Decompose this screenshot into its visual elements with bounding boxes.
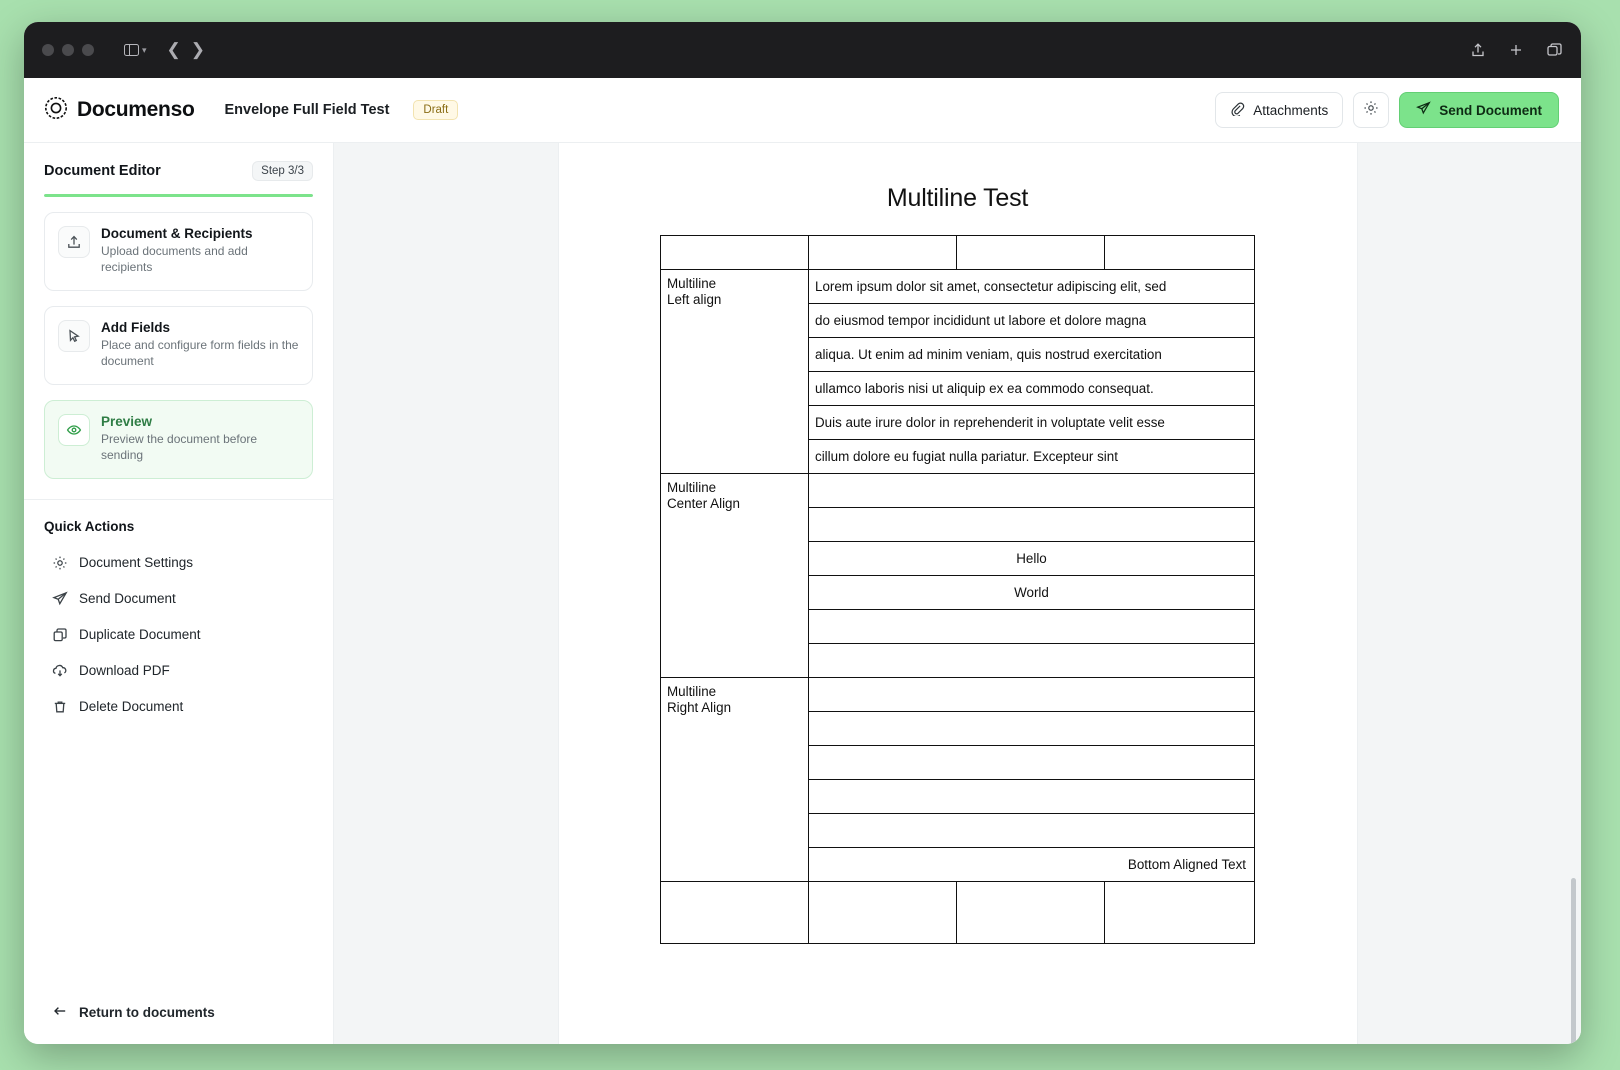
quick-actions-list [44,547,313,723]
multiline-right-line-2 [809,712,1255,746]
app-header [24,78,1581,143]
vertical-scrollbar[interactable] [1571,878,1576,1044]
multiline-left-line-4: ullamco laboris nisi ut aliquip ex ea commodo consequat. [809,372,1255,406]
sidebar-item-preview[interactable] [44,400,313,479]
document-heading: Multiline Test [886,184,1029,212]
send-document-label: Send Document [1439,102,1542,118]
send-document-button[interactable] [1399,92,1559,128]
label-line-1: Multiline [667,276,717,291]
return-to-documents-button[interactable] [52,1003,313,1022]
multiline-right-line-5 [809,814,1255,848]
multiline-right-line-4 [809,780,1255,814]
table-row [661,678,1255,712]
multiline-right-line-1 [809,678,1255,712]
cursor-icon [58,320,90,352]
forward-button[interactable]: ❯ [190,40,206,59]
quick-action-document-settings[interactable] [44,547,313,579]
upload-icon [58,226,90,258]
quick-action-delete-document[interactable] [44,691,313,723]
quick-action-label: Delete Document [79,699,184,715]
status-badge: Draft [413,100,458,120]
attachments-button[interactable] [1215,92,1343,128]
attachments-label: Attachments [1253,102,1329,118]
label-line-1: Multiline [667,684,717,699]
multiline-left-line-6: cillum dolore eu fugiat nulla pariatur. Excepteur sint [809,440,1255,474]
maximize-window-button[interactable] [82,44,94,56]
multiline-right-line-6: Bottom Aligned Text [809,848,1255,882]
multiline-left-line-5: Duis aute irure dolor in reprehenderit in voluptate velit esse [809,406,1255,440]
step-label: Document & Recipients [101,226,253,241]
chevron-down-icon[interactable]: ▾ [142,44,147,55]
new-tab-button[interactable] [1508,42,1524,58]
table-row [661,882,1255,944]
return-label: Return to documents [79,1005,215,1020]
send-icon [1416,101,1431,119]
document-canvas[interactable] [334,143,1581,1044]
gear-icon [52,555,68,571]
download-icon [52,663,68,679]
quick-actions-title: Quick Actions [44,518,135,534]
sidebar-item-document-recipients[interactable] [44,212,313,291]
back-button[interactable]: ❮ [166,40,181,59]
step-label: Preview [101,413,153,429]
sidebar-item-add-fields[interactable] [44,306,313,385]
send-icon [52,591,68,607]
multiline-center-line-4: World [809,576,1255,610]
step-description: Upload documents and add recipients [101,244,248,274]
multiline-left-line-1: Lorem ipsum dolor sit amet, consectetur adipiscing elit, sed [809,270,1255,304]
close-window-button[interactable] [42,44,54,56]
brand-name: Documenso [77,98,195,121]
step-description: Place and configure form fields in the document [101,337,299,368]
quick-action-label: Duplicate Document [79,627,201,643]
document-page [558,143,1358,1044]
table-row [661,474,1255,508]
divider [24,499,333,500]
arrow-left-icon [52,1003,68,1022]
paperclip-icon [1230,101,1245,119]
browser-chrome [24,22,1581,78]
label-line-1: Multiline [667,480,717,495]
multiline-center-line-3: Hello [809,542,1255,576]
gear-icon [1363,100,1379,121]
multiline-center-line-6 [809,644,1255,678]
step-label: Add Fields [101,319,171,335]
browser-window [24,22,1581,1044]
editor-title: Document Editor [44,163,161,179]
multiline-center-line-5 [809,610,1255,644]
quick-action-label: Document Settings [79,555,194,571]
multiline-right-line-3 [809,746,1255,780]
share-icon[interactable] [1470,42,1486,58]
quick-action-label: Download PDF [79,663,170,679]
table-row [661,236,1255,270]
quick-action-duplicate-document[interactable] [44,619,313,651]
label-line-2: Right Align [667,700,732,716]
table-row [661,270,1255,304]
window-controls[interactable] [42,44,94,56]
row-label-right-align [661,678,809,882]
copy-icon [52,627,68,643]
multiline-center-line-1 [809,474,1255,508]
quick-action-download-pdf[interactable] [44,655,313,687]
multiline-left-line-3: aliqua. Ut enim ad minim veniam, quis nostrud exercitation [809,338,1255,372]
app-body [24,143,1581,1044]
quick-action-label: Send Document [79,591,176,607]
sidebar-icon [124,44,139,56]
row-label-center-align [661,474,809,678]
documenso-logo-icon [44,96,68,125]
row-label-left-align [661,270,809,474]
minimize-window-button[interactable] [62,44,74,56]
quick-action-send-document[interactable] [44,583,313,615]
tabs-icon[interactable] [1546,42,1563,58]
progress-bar [44,194,313,197]
step-indicator: Step 3/3 [252,161,313,181]
sidebar [24,143,334,1044]
document-table [660,235,1255,944]
label-line-2: Center Align [667,496,740,512]
step-description: Preview the document before sending [101,431,258,462]
eye-icon [58,414,90,446]
page-title: Envelope Full Field Test [224,102,390,118]
trash-icon [52,699,68,715]
multiline-left-line-2: do eiusmod tempor incididunt ut labore et dolore magna [809,304,1255,338]
label-line-2: Left align [667,292,722,308]
multiline-center-line-2 [809,508,1255,542]
brand[interactable] [44,96,195,125]
document-settings-button[interactable] [1353,92,1389,128]
editor-header [44,161,313,181]
